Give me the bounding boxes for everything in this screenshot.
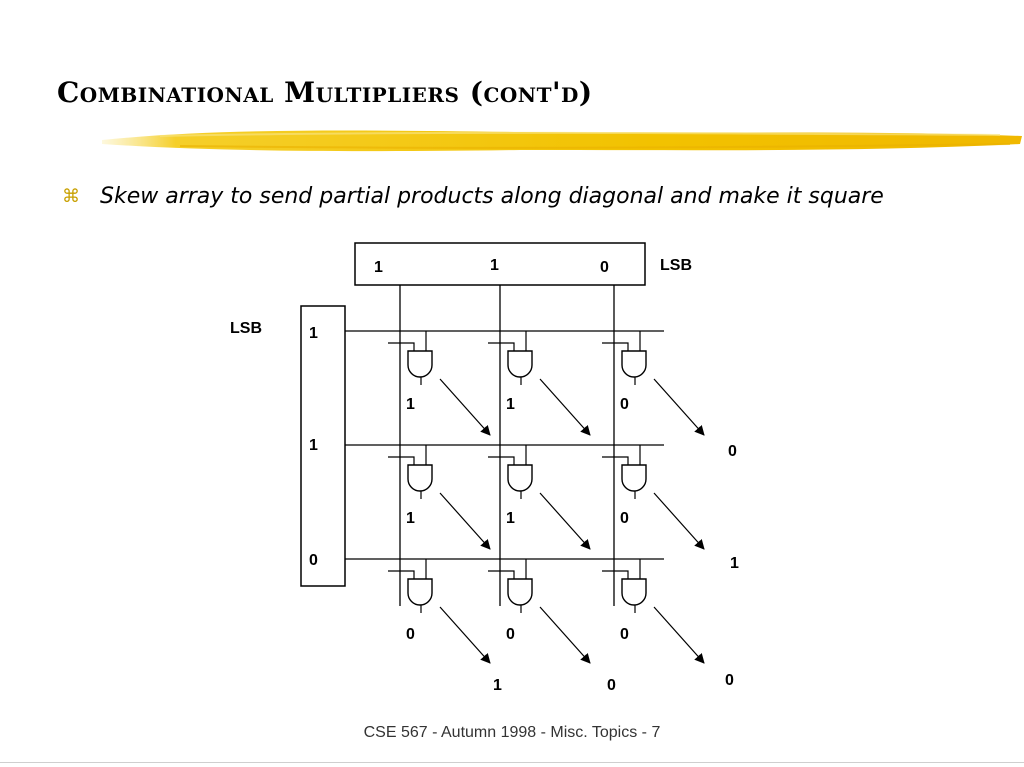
diagonal-arrow (540, 493, 590, 549)
gate-output-bit: 0 (406, 626, 415, 643)
and-gate (602, 445, 646, 499)
gate-output-bit: 1 (406, 396, 415, 413)
gate-output-bit: 0 (506, 626, 515, 643)
and-gate (488, 445, 532, 499)
diagonal-arrow (440, 493, 490, 549)
and-gate (488, 331, 532, 385)
gate-output-bit: 1 (406, 510, 415, 527)
diagonal-arrow (440, 379, 490, 435)
diagonal-arrow (654, 379, 704, 435)
top-register-bit: 0 (600, 259, 609, 276)
right-output-bit: 1 (730, 555, 739, 572)
right-output-bit: 0 (728, 443, 737, 460)
left-register-bit: 0 (309, 552, 318, 569)
top-register-lsb-label: LSB (660, 257, 692, 274)
left-register-bit: 1 (309, 437, 318, 454)
slide-title: Combinational Multipliers (cont'd) (57, 76, 593, 109)
and-gate (388, 445, 432, 499)
diagonal-arrow (540, 607, 590, 663)
diagonal-arrow (654, 493, 704, 549)
diagonal-arrow (540, 379, 590, 435)
top-register-bit: 1 (490, 257, 499, 274)
top-register-bit: 1 (374, 259, 383, 276)
gate-cells (388, 331, 704, 663)
and-gate (602, 559, 646, 613)
gate-output-bit: 0 (620, 396, 629, 413)
gate-output-bit: 1 (506, 510, 515, 527)
and-gate (388, 559, 432, 613)
bullet-text: Skew array to send partial products along diagonal and make it square (100, 184, 884, 209)
left-register-lsb-label: LSB (230, 320, 262, 337)
bottom-output-bit: 1 (493, 677, 502, 694)
diagonal-arrow (654, 607, 704, 663)
bottom-output-bit: 0 (607, 677, 616, 694)
gate-output-bit: 0 (620, 510, 629, 527)
slide-footer: CSE 567 - Autumn 1998 - Misc. Topics - 7 (363, 724, 661, 741)
diagonal-arrow (440, 607, 490, 663)
bullet-icon: ⌘ (62, 186, 80, 207)
footer-divider (0, 762, 1024, 763)
and-gate (488, 559, 532, 613)
gate-output-bit: 1 (506, 396, 515, 413)
and-gate (388, 331, 432, 385)
and-gate (602, 331, 646, 385)
gate-output-bit: 0 (620, 626, 629, 643)
right-output-bit: 0 (725, 672, 734, 689)
left-register-bit: 1 (309, 325, 318, 342)
left-register-box (301, 306, 345, 586)
grid-lines (345, 285, 664, 606)
